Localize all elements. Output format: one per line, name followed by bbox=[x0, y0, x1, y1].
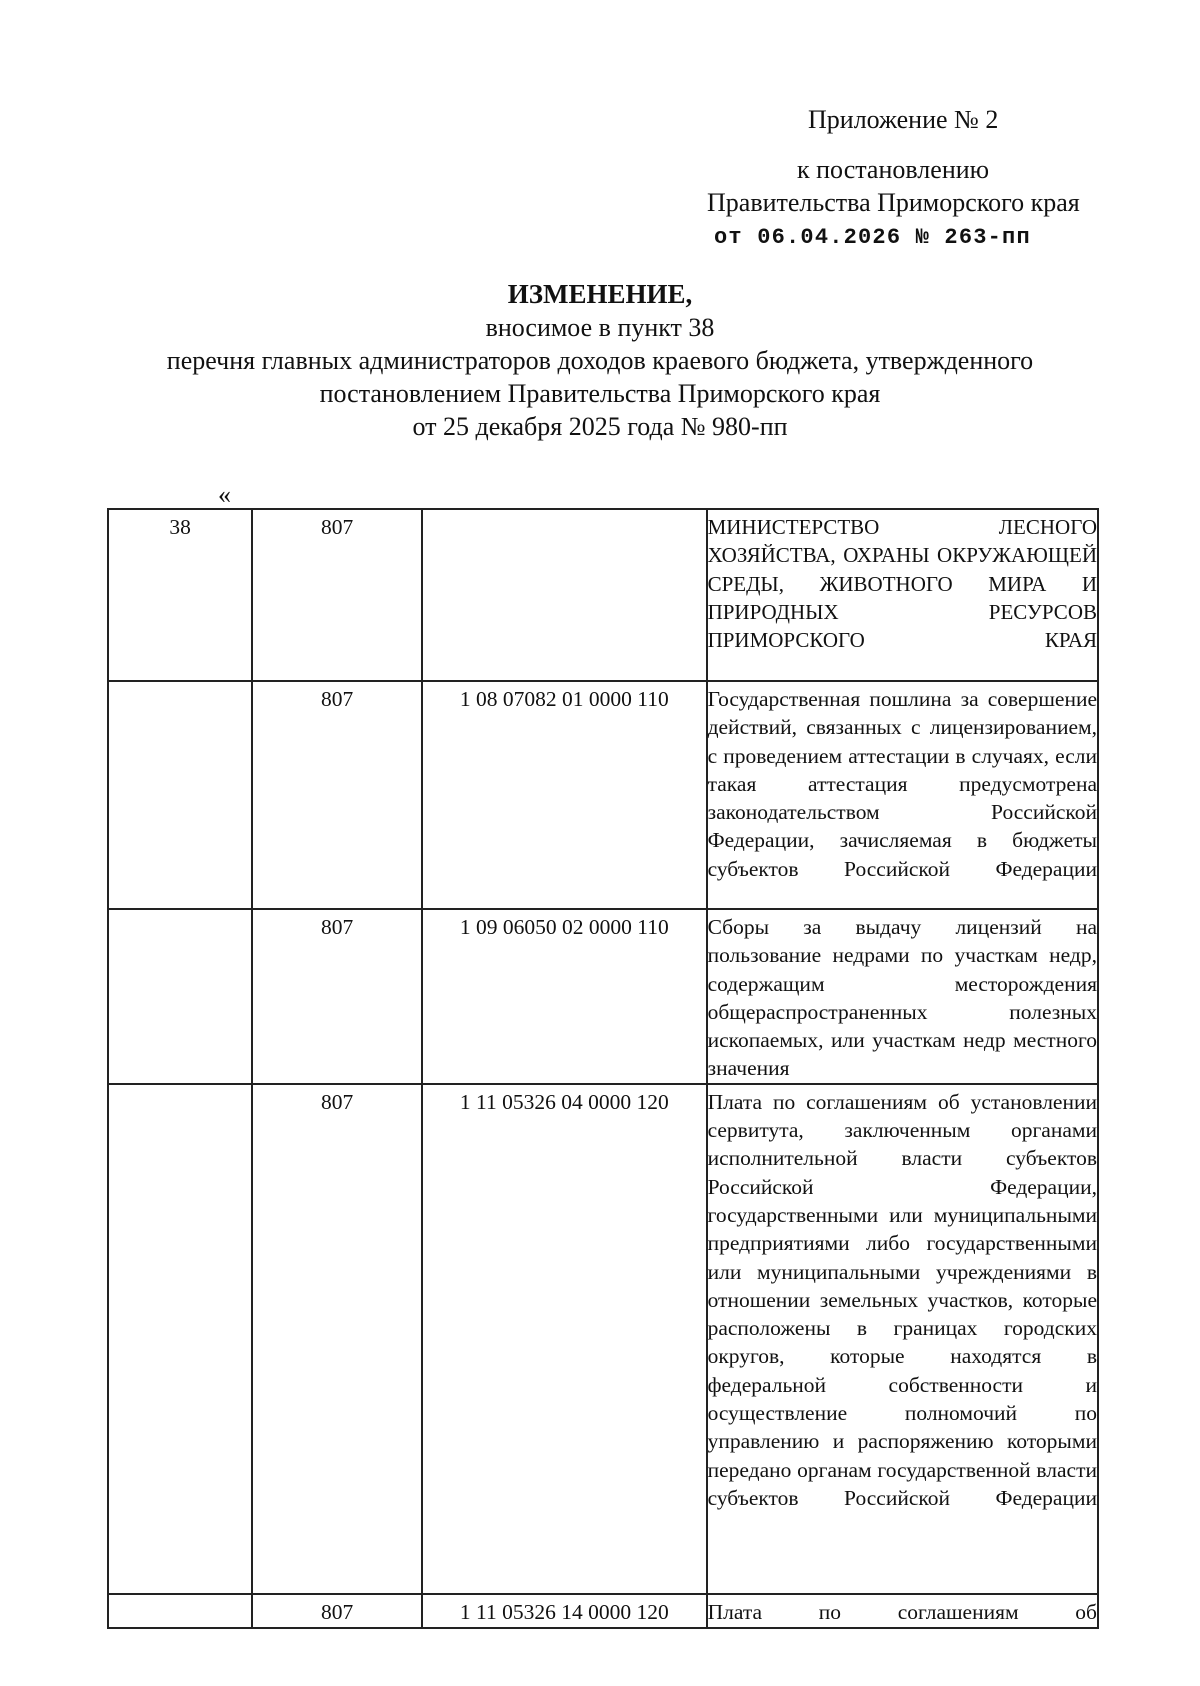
cell-description: Плата по соглашениям об установлении сервитута, заключенным органами исполнительной власти субъектов Российской Федерации, государственными или муниципальными предприятиями либо государственными или муниципальными учреждениями в отношении земельных участков, которые расположены в границах городских округов, которые находятся в федеральной собственности и осуществление полномочий по управлению и распоряжению которыми передано органам государственной власти субъектов Российской Федерации bbox=[707, 1084, 1098, 1594]
cell-number bbox=[108, 681, 252, 909]
cell-description: Государственная пошлина за совершение действий, связанных с лицензированием, с проведением аттестации в случаях, если такая аттестация предусмотрена законодательством Российской Федерации, зачисляемая в бюджеты субъектов Российской Федерации bbox=[707, 681, 1098, 909]
cell-description: Сборы за выдачу лицензий на пользование недрами по участкам недр, содержащим месторождения общераспространенных полезных ископаемых, или участкам недр местного значения bbox=[707, 909, 1098, 1084]
cell-revenue-code: 1 11 05326 04 0000 120 bbox=[422, 1084, 707, 1594]
cell-admin-code: 807 bbox=[252, 509, 422, 681]
cell-number: 38 bbox=[108, 509, 252, 681]
revenue-administrators-table bbox=[107, 508, 1099, 1629]
table-row bbox=[108, 1594, 1098, 1628]
cell-revenue-code: 1 11 05326 14 0000 120 bbox=[422, 1594, 707, 1628]
title-line-4: постановлением Правительства Приморского края bbox=[319, 379, 881, 408]
title-line-5: от 25 декабря 2025 года № 980-пп bbox=[412, 412, 788, 441]
cell-admin-code: 807 bbox=[252, 1084, 422, 1594]
appendix-to-resolution: к постановлению bbox=[797, 155, 990, 184]
cell-number bbox=[108, 1594, 252, 1628]
table-row bbox=[108, 1084, 1098, 1594]
title-line-3: перечня главных администраторов доходов краевого бюджета, утвержденного bbox=[166, 346, 1034, 375]
appendix-number: Приложение № 2 bbox=[808, 105, 999, 134]
title-line-2: вносимое в пункт 38 bbox=[485, 313, 715, 342]
title-heading: ИЗМЕНЕНИЕ, bbox=[507, 279, 693, 309]
appendix-date-number: от 06.04.2026 № 263-пп bbox=[714, 225, 1031, 250]
cell-admin-code: 807 bbox=[252, 1594, 422, 1628]
appendix-government: Правительства Приморского края bbox=[707, 188, 1080, 217]
cell-number bbox=[108, 909, 252, 1084]
cell-description: Плата по соглашениям об bbox=[707, 1594, 1098, 1628]
table-row bbox=[108, 509, 1098, 681]
document-title bbox=[0, 278, 1200, 443]
cell-admin-code: 807 bbox=[252, 909, 422, 1084]
cell-revenue-code: 1 09 06050 02 0000 110 bbox=[422, 909, 707, 1084]
cell-revenue-code: 1 08 07082 01 0000 110 bbox=[422, 681, 707, 909]
cell-number bbox=[108, 1084, 252, 1594]
cell-admin-code: 807 bbox=[252, 681, 422, 909]
cell-revenue-code bbox=[422, 509, 707, 681]
table-row bbox=[108, 681, 1098, 909]
cell-description: МИНИСТЕРСТВО ЛЕСНОГО ХОЗЯЙСТВА, ОХРАНЫ ОКРУЖАЮЩЕЙ СРЕДЫ, ЖИВОТНОГО МИРА И ПРИРОДНЫХ РЕСУРСОВ ПРИМОРСКОГО КРАЯ bbox=[707, 509, 1098, 681]
table-row bbox=[108, 909, 1098, 1084]
open-quote: « bbox=[218, 480, 231, 509]
